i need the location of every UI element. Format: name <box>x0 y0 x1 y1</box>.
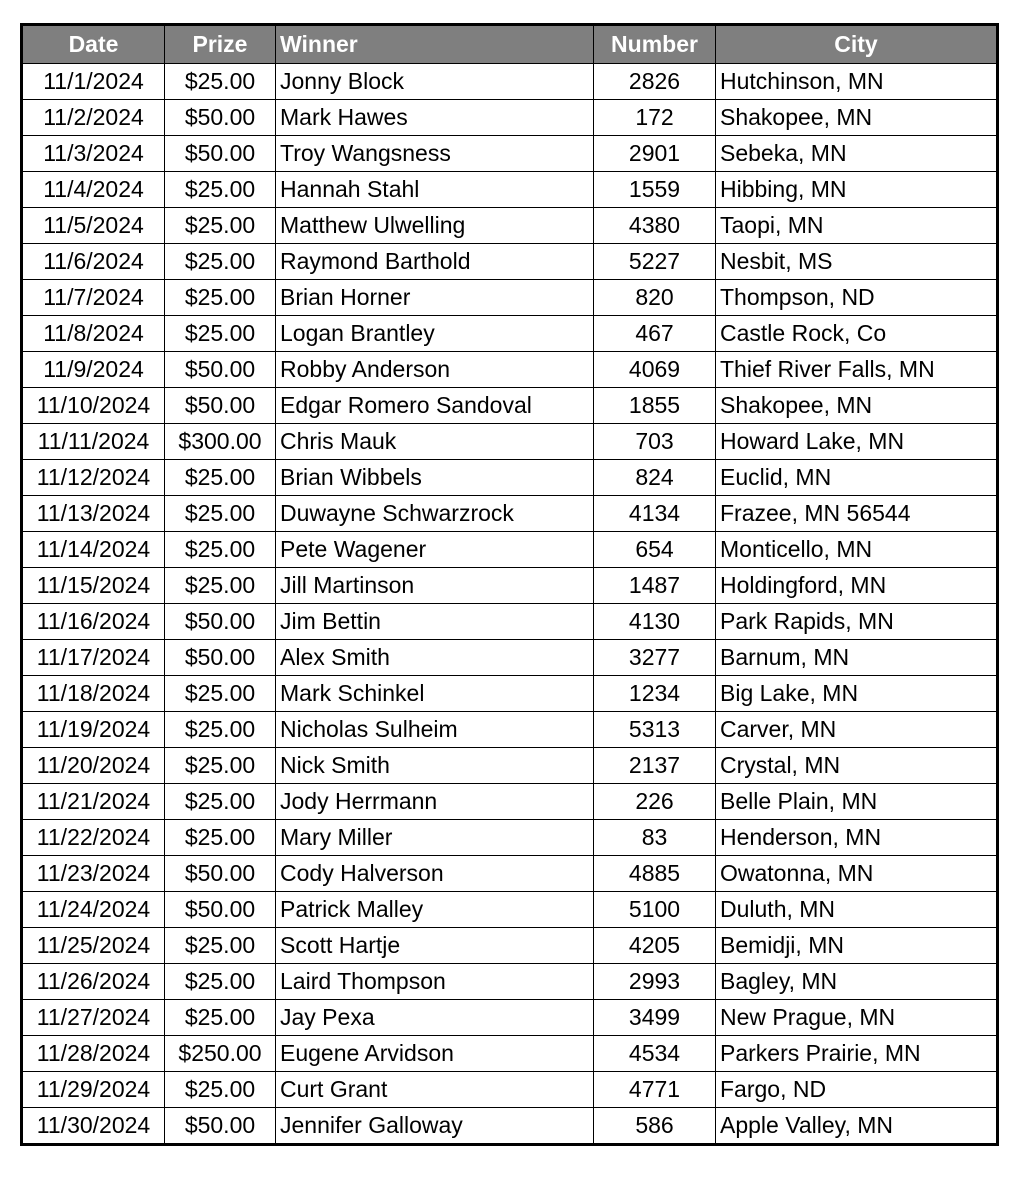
table-row <box>22 820 998 856</box>
cell-city: Barnum, MN <box>716 640 998 676</box>
cell-winner: Matthew Ulwelling <box>276 208 594 244</box>
cell-winner: Brian Wibbels <box>276 460 594 496</box>
cell-prize: $25.00 <box>165 784 276 820</box>
cell-winner: Scott Hartje <box>276 928 594 964</box>
cell-city: Frazee, MN 56544 <box>716 496 998 532</box>
cell-city: Holdingford, MN <box>716 568 998 604</box>
cell-prize: $50.00 <box>165 1108 276 1145</box>
cell-winner: Nicholas Sulheim <box>276 712 594 748</box>
cell-prize: $50.00 <box>165 892 276 928</box>
cell-number: 1855 <box>594 388 716 424</box>
column-header-date: Date <box>22 25 165 64</box>
cell-number: 4134 <box>594 496 716 532</box>
cell-prize: $25.00 <box>165 460 276 496</box>
cell-prize: $25.00 <box>165 64 276 100</box>
cell-number: 2137 <box>594 748 716 784</box>
cell-winner: Jody Herrmann <box>276 784 594 820</box>
cell-date: 11/14/2024 <box>22 532 165 568</box>
cell-city: Shakopee, MN <box>716 388 998 424</box>
cell-city: Nesbit, MS <box>716 244 998 280</box>
cell-number: 4205 <box>594 928 716 964</box>
table-row <box>22 136 998 172</box>
cell-prize: $50.00 <box>165 856 276 892</box>
cell-city: Hibbing, MN <box>716 172 998 208</box>
cell-prize: $25.00 <box>165 208 276 244</box>
cell-prize: $50.00 <box>165 352 276 388</box>
cell-prize: $50.00 <box>165 388 276 424</box>
table-row <box>22 100 998 136</box>
table-row <box>22 64 998 100</box>
cell-date: 11/7/2024 <box>22 280 165 316</box>
column-header-winner: Winner <box>276 25 594 64</box>
cell-prize: $250.00 <box>165 1036 276 1072</box>
cell-prize: $50.00 <box>165 100 276 136</box>
cell-city: Fargo, ND <box>716 1072 998 1108</box>
cell-number: 1234 <box>594 676 716 712</box>
cell-number: 820 <box>594 280 716 316</box>
cell-winner: Duwayne Schwarzrock <box>276 496 594 532</box>
winners-table <box>20 23 999 1146</box>
table-row <box>22 892 998 928</box>
cell-city: Monticello, MN <box>716 532 998 568</box>
cell-winner: Pete Wagener <box>276 532 594 568</box>
cell-date: 11/21/2024 <box>22 784 165 820</box>
cell-prize: $25.00 <box>165 532 276 568</box>
cell-date: 11/26/2024 <box>22 964 165 1000</box>
cell-date: 11/24/2024 <box>22 892 165 928</box>
cell-winner: Mark Hawes <box>276 100 594 136</box>
cell-city: Belle Plain, MN <box>716 784 998 820</box>
cell-prize: $25.00 <box>165 1072 276 1108</box>
cell-number: 4069 <box>594 352 716 388</box>
table-row <box>22 460 998 496</box>
cell-number: 1487 <box>594 568 716 604</box>
table-row <box>22 640 998 676</box>
table-row <box>22 496 998 532</box>
cell-prize: $25.00 <box>165 568 276 604</box>
cell-number: 3277 <box>594 640 716 676</box>
cell-number: 2901 <box>594 136 716 172</box>
cell-date: 11/16/2024 <box>22 604 165 640</box>
cell-prize: $25.00 <box>165 496 276 532</box>
cell-number: 5227 <box>594 244 716 280</box>
cell-number: 83 <box>594 820 716 856</box>
table-row <box>22 424 998 460</box>
cell-prize: $25.00 <box>165 712 276 748</box>
cell-winner: Jim Bettin <box>276 604 594 640</box>
cell-date: 11/5/2024 <box>22 208 165 244</box>
cell-city: Euclid, MN <box>716 460 998 496</box>
cell-date: 11/23/2024 <box>22 856 165 892</box>
cell-number: 2826 <box>594 64 716 100</box>
cell-number: 5313 <box>594 712 716 748</box>
cell-winner: Mary Miller <box>276 820 594 856</box>
table-row <box>22 712 998 748</box>
cell-number: 5100 <box>594 892 716 928</box>
cell-city: Shakopee, MN <box>716 100 998 136</box>
table-row <box>22 1000 998 1036</box>
cell-prize: $25.00 <box>165 1000 276 1036</box>
cell-winner: Jill Martinson <box>276 568 594 604</box>
cell-date: 11/11/2024 <box>22 424 165 460</box>
table-row <box>22 316 998 352</box>
cell-prize: $25.00 <box>165 748 276 784</box>
cell-date: 11/22/2024 <box>22 820 165 856</box>
cell-date: 11/4/2024 <box>22 172 165 208</box>
cell-city: Park Rapids, MN <box>716 604 998 640</box>
cell-prize: $25.00 <box>165 316 276 352</box>
cell-number: 654 <box>594 532 716 568</box>
cell-city: Parkers Prairie, MN <box>716 1036 998 1072</box>
cell-city: Sebeka, MN <box>716 136 998 172</box>
table-row <box>22 676 998 712</box>
cell-winner: Patrick Malley <box>276 892 594 928</box>
table-row <box>22 280 998 316</box>
cell-city: Apple Valley, MN <box>716 1108 998 1145</box>
header-row <box>22 25 998 64</box>
column-header-prize: Prize <box>165 25 276 64</box>
cell-winner: Robby Anderson <box>276 352 594 388</box>
cell-date: 11/3/2024 <box>22 136 165 172</box>
cell-number: 703 <box>594 424 716 460</box>
table-row <box>22 964 998 1000</box>
cell-date: 11/13/2024 <box>22 496 165 532</box>
cell-city: Castle Rock, Co <box>716 316 998 352</box>
column-header-number: Number <box>594 25 716 64</box>
cell-winner: Brian Horner <box>276 280 594 316</box>
table-row <box>22 208 998 244</box>
cell-city: Crystal, MN <box>716 748 998 784</box>
cell-prize: $300.00 <box>165 424 276 460</box>
cell-prize: $25.00 <box>165 280 276 316</box>
cell-winner: Jay Pexa <box>276 1000 594 1036</box>
cell-winner: Mark Schinkel <box>276 676 594 712</box>
cell-prize: $25.00 <box>165 244 276 280</box>
cell-date: 11/29/2024 <box>22 1072 165 1108</box>
cell-winner: Jennifer Galloway <box>276 1108 594 1145</box>
cell-city: Taopi, MN <box>716 208 998 244</box>
cell-number: 586 <box>594 1108 716 1145</box>
cell-number: 467 <box>594 316 716 352</box>
column-header-city: City <box>716 25 998 64</box>
cell-winner: Logan Brantley <box>276 316 594 352</box>
cell-winner: Troy Wangsness <box>276 136 594 172</box>
cell-city: Bagley, MN <box>716 964 998 1000</box>
cell-city: Carver, MN <box>716 712 998 748</box>
cell-city: Big Lake, MN <box>716 676 998 712</box>
cell-prize: $25.00 <box>165 676 276 712</box>
table-row <box>22 1108 998 1145</box>
cell-date: 11/15/2024 <box>22 568 165 604</box>
cell-date: 11/17/2024 <box>22 640 165 676</box>
cell-prize: $50.00 <box>165 136 276 172</box>
cell-city: Henderson, MN <box>716 820 998 856</box>
cell-winner: Jonny Block <box>276 64 594 100</box>
table-row <box>22 856 998 892</box>
table-row <box>22 532 998 568</box>
cell-date: 11/18/2024 <box>22 676 165 712</box>
table-row <box>22 244 998 280</box>
cell-date: 11/10/2024 <box>22 388 165 424</box>
cell-date: 11/12/2024 <box>22 460 165 496</box>
table-row <box>22 748 998 784</box>
cell-date: 11/25/2024 <box>22 928 165 964</box>
cell-city: Thompson, ND <box>716 280 998 316</box>
cell-number: 2993 <box>594 964 716 1000</box>
cell-city: Howard Lake, MN <box>716 424 998 460</box>
cell-date: 11/6/2024 <box>22 244 165 280</box>
cell-prize: $50.00 <box>165 640 276 676</box>
cell-city: Thief River Falls, MN <box>716 352 998 388</box>
cell-number: 172 <box>594 100 716 136</box>
table-row <box>22 568 998 604</box>
cell-winner: Edgar Romero Sandoval <box>276 388 594 424</box>
cell-winner: Alex Smith <box>276 640 594 676</box>
cell-date: 11/1/2024 <box>22 64 165 100</box>
cell-city: Owatonna, MN <box>716 856 998 892</box>
cell-prize: $25.00 <box>165 820 276 856</box>
cell-prize: $25.00 <box>165 928 276 964</box>
cell-winner: Laird Thompson <box>276 964 594 1000</box>
cell-city: Hutchinson, MN <box>716 64 998 100</box>
cell-winner: Eugene Arvidson <box>276 1036 594 1072</box>
cell-prize: $25.00 <box>165 172 276 208</box>
cell-winner: Chris Mauk <box>276 424 594 460</box>
cell-number: 4380 <box>594 208 716 244</box>
table-row <box>22 784 998 820</box>
cell-date: 11/9/2024 <box>22 352 165 388</box>
cell-city: Duluth, MN <box>716 892 998 928</box>
cell-number: 4130 <box>594 604 716 640</box>
table-row <box>22 928 998 964</box>
cell-date: 11/2/2024 <box>22 100 165 136</box>
cell-winner: Curt Grant <box>276 1072 594 1108</box>
cell-date: 11/30/2024 <box>22 1108 165 1145</box>
cell-number: 4885 <box>594 856 716 892</box>
table-row <box>22 604 998 640</box>
cell-city: Bemidji, MN <box>716 928 998 964</box>
cell-winner: Hannah Stahl <box>276 172 594 208</box>
cell-winner: Nick Smith <box>276 748 594 784</box>
cell-number: 226 <box>594 784 716 820</box>
table-body <box>22 64 998 1145</box>
cell-number: 3499 <box>594 1000 716 1036</box>
table-row <box>22 352 998 388</box>
cell-prize: $25.00 <box>165 964 276 1000</box>
cell-date: 11/19/2024 <box>22 712 165 748</box>
cell-number: 1559 <box>594 172 716 208</box>
table-row <box>22 1072 998 1108</box>
cell-number: 4771 <box>594 1072 716 1108</box>
cell-number: 824 <box>594 460 716 496</box>
cell-date: 11/20/2024 <box>22 748 165 784</box>
table-row <box>22 172 998 208</box>
cell-prize: $50.00 <box>165 604 276 640</box>
cell-date: 11/28/2024 <box>22 1036 165 1072</box>
cell-number: 4534 <box>594 1036 716 1072</box>
cell-date: 11/8/2024 <box>22 316 165 352</box>
table-row <box>22 388 998 424</box>
cell-date: 11/27/2024 <box>22 1000 165 1036</box>
cell-winner: Cody Halverson <box>276 856 594 892</box>
cell-winner: Raymond Barthold <box>276 244 594 280</box>
cell-city: New Prague, MN <box>716 1000 998 1036</box>
table-row <box>22 1036 998 1072</box>
